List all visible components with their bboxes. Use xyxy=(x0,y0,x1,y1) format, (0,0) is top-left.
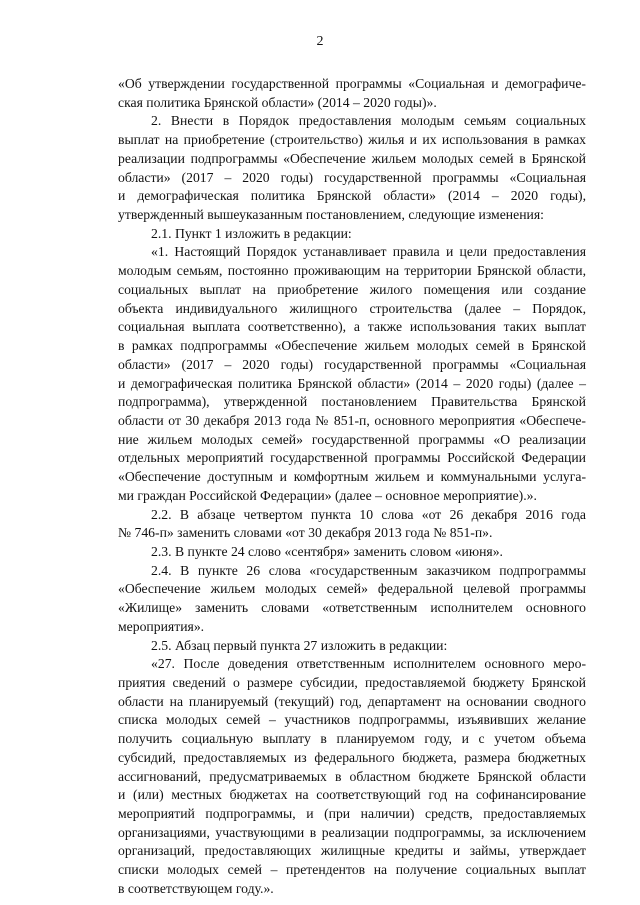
text-line: реализации подпрограммы «Обеспечение жильем молодых семей в Брянской xyxy=(118,150,586,166)
text-line: подпрограмма), утвержденной постановлением Правительства Брянской xyxy=(118,394,586,410)
text-line: ская политика Брянской области» (2014 – 2020 годы)». xyxy=(118,94,437,110)
text-line: мероприятия». xyxy=(118,618,205,634)
text-line: в соответствующем году.». xyxy=(118,880,274,896)
text-line: получить социальную выплату в планируемом году, и с учетом объема xyxy=(118,731,586,747)
text-line: «Обеспечение жильем молодых семей» федеральной целевой программы xyxy=(118,581,586,597)
text-line: организаций, предоставляющих жилищные кредиты и займы, утверждает xyxy=(118,843,586,859)
text-line: ние жильем молодых семей» государственной программы «О реализации xyxy=(118,431,586,447)
text-line: мероприятий подпрограммы, и (при наличии) средств, предоставляемых xyxy=(118,806,586,822)
text-line: 2.5. Абзац первый пункта 27 изложить в редакции: xyxy=(151,637,448,653)
text-line: области» (2017 – 2020 годы) государственной программы «Социальная xyxy=(118,169,586,185)
text-line: социальная выплата соответственно), а также использования таких выплат xyxy=(118,319,586,335)
text-line: утвержденный вышеуказанным постановлением, следующие изменения: xyxy=(118,207,544,223)
text-line: 2.4. В пункте 26 слова «государственным заказчиком подпрограммы xyxy=(151,562,586,578)
text-line: 2.2. В абзаце четвертом пункта 10 слова «от 26 декабря 2016 года xyxy=(151,506,586,522)
text-line: «Обеспечение доступным и комфортным жильем и коммунальными услуга- xyxy=(118,469,586,485)
text-line: 2.1. Пункт 1 изложить в редакции: xyxy=(151,225,352,241)
document-body xyxy=(118,75,586,899)
text-line: объекта индивидуального жилищного строительства (далее – Порядок, xyxy=(118,300,586,316)
text-line: организациями, участвующими в реализации подпрограммы, за исключением xyxy=(118,824,586,840)
text-line: списка молодых семей – участников подпрограммы, изъявивших желание xyxy=(118,712,586,728)
text-line: ассигнований, предусматриваемых в областном бюджете Брянской области xyxy=(118,768,586,784)
text-line: и (или) местных бюджетах на соответствующий год на софинансирование xyxy=(118,787,586,803)
text-line: области на планируемый (текущий) год, департамент на основании сводного xyxy=(118,693,586,709)
text-line: в рамках подпрограммы «Обеспечение жильем молодых семей в Брянской xyxy=(118,338,586,354)
text-line: ми граждан Российской Федерации» (далее – основное мероприятие).». xyxy=(118,487,537,503)
text-line: «1. Настоящий Порядок устанавливает правила и цели предоставления xyxy=(151,244,586,260)
text-line: № 746-п» заменить словами «от 30 декабря 2013 года № 851-п». xyxy=(118,525,493,541)
text-line: приятия сведений о размере субсидии, предоставляемой бюджету Брянской xyxy=(118,675,586,690)
text-line: области от 30 декабря 2013 года № 851-п, основного мероприятия «Обеспече- xyxy=(118,412,586,428)
text-line: 2.3. В пункте 24 слово «сентября» заменить словом «июня». xyxy=(151,543,503,559)
text-line: и демографическая политика Брянской области» (2014 – 2020 годы) (далее – xyxy=(118,375,586,391)
text-line: и демографическая политика Брянской области» (2014 – 2020 годы), xyxy=(118,188,586,204)
text-line: «27. После доведения ответственным исполнителем основного меро- xyxy=(151,656,586,672)
page-number: 2 xyxy=(316,34,324,49)
text-line: 2. Внести в Порядок предоставления молодым семьям социальных xyxy=(151,113,586,129)
text-line: «Жилище» заменить словами «ответственным исполнителем основного xyxy=(118,600,586,616)
text-line: социальных выплат на приобретение жилого помещения или создание xyxy=(118,281,586,297)
text-line: области» (2017 – 2020 годы) государственной программы «Социальная xyxy=(118,356,586,372)
text-line: списки молодых семей – претендентов на получение социальных выплат xyxy=(118,862,586,878)
text-line: отдельных мероприятий государственной программы Российской Федерации xyxy=(118,450,586,466)
text-line: субсидий, предоставляемых из федерального бюджета, размера бюджетных xyxy=(118,749,586,765)
text-line: выплат на приобретение (строительство) жилья и их использования в рамках xyxy=(118,132,586,148)
text-line: «Об утверждении государственной программы «Социальная и демографиче- xyxy=(118,76,586,91)
text-line: молодым семьям, постоянно проживающим на территории Брянской области, xyxy=(118,263,586,279)
